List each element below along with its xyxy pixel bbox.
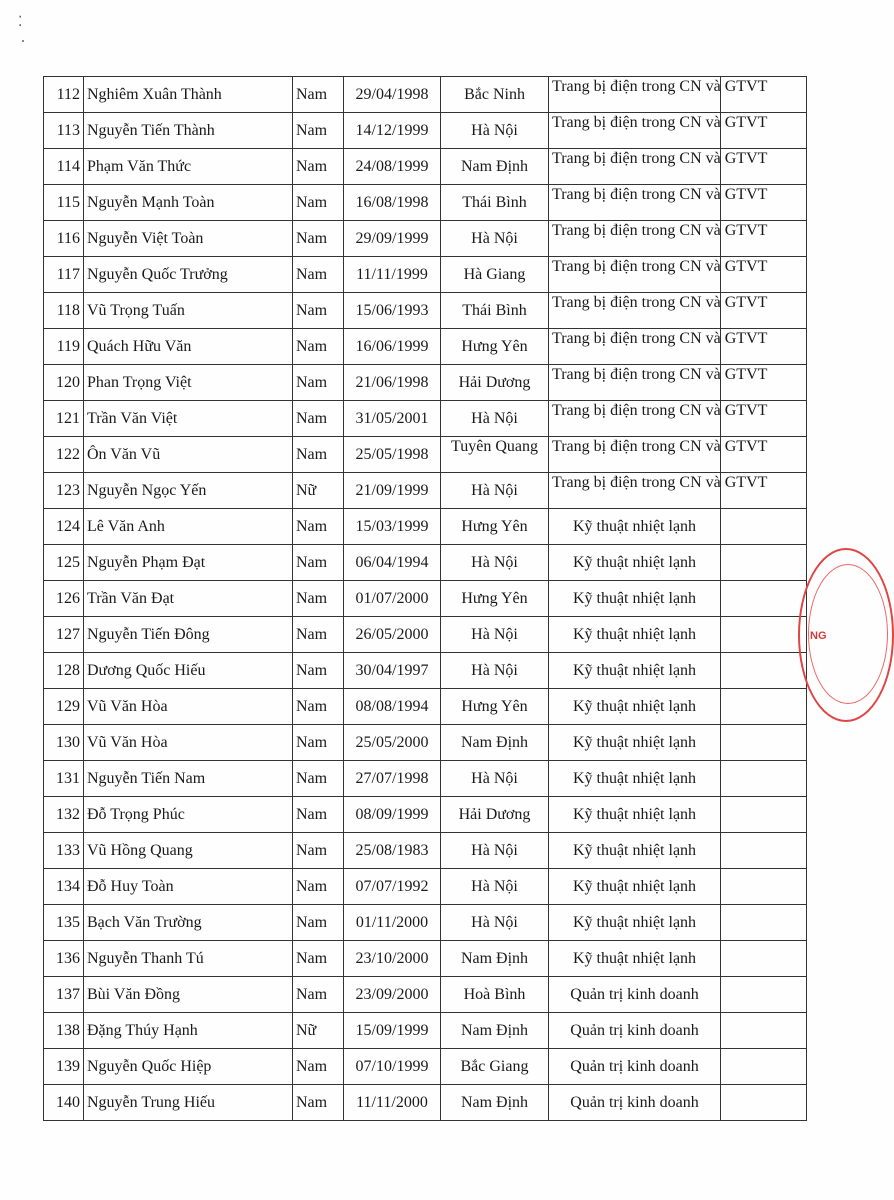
student-major-text: Trang bị điện trong CN và GTVT bbox=[552, 113, 768, 131]
student-name: Nguyễn Phạm Đạt bbox=[84, 545, 293, 581]
student-major-text: Kỹ thuật nhiệt lạnh bbox=[572, 662, 697, 679]
student-hometown-text: Hà Nội bbox=[471, 482, 518, 499]
student-major-text: Trang bị điện trong CN và GTVT bbox=[552, 329, 768, 347]
student-hometown bbox=[441, 437, 549, 473]
student-hometown-text: Thái Bình bbox=[462, 302, 527, 319]
student-gender: Nam bbox=[293, 401, 344, 437]
student-gender: Nam bbox=[293, 437, 344, 473]
student-note bbox=[721, 689, 807, 725]
row-number: 114 bbox=[44, 149, 84, 185]
student-hometown bbox=[441, 113, 549, 149]
student-hometown-text: Nam Định bbox=[460, 950, 529, 967]
student-roster-table bbox=[43, 76, 807, 1121]
student-hometown-text: Tuyên Quang bbox=[451, 437, 538, 455]
student-hometown bbox=[441, 149, 549, 185]
student-birthdate: 07/10/1999 bbox=[344, 1049, 441, 1085]
student-hometown-text: Hà Nội bbox=[471, 122, 518, 139]
student-hometown bbox=[441, 761, 549, 797]
table-row bbox=[44, 941, 807, 977]
row-number: 130 bbox=[44, 725, 84, 761]
student-gender: Nam bbox=[293, 185, 344, 221]
student-name: Nghiêm Xuân Thành bbox=[84, 77, 293, 113]
row-number: 118 bbox=[44, 293, 84, 329]
student-hometown-text: Thái Bình bbox=[462, 194, 527, 211]
student-name: Nguyễn Ngọc Yến bbox=[84, 473, 293, 509]
student-major-text: Kỹ thuật nhiệt lạnh bbox=[572, 626, 697, 643]
student-hometown-text: Hà Nội bbox=[471, 842, 518, 859]
student-major bbox=[549, 293, 768, 329]
student-note bbox=[721, 581, 807, 617]
student-major bbox=[549, 941, 721, 977]
student-major bbox=[549, 473, 768, 509]
student-hometown bbox=[441, 725, 549, 761]
student-gender: Nam bbox=[293, 365, 344, 401]
row-number: 127 bbox=[44, 617, 84, 653]
table-row bbox=[44, 185, 807, 221]
student-major-text: Trang bị điện trong CN và GTVT bbox=[552, 437, 768, 455]
student-gender: Nam bbox=[293, 545, 344, 581]
student-major-text: Trang bị điện trong CN và GTVT bbox=[552, 257, 768, 275]
table-row bbox=[44, 545, 807, 581]
student-name: Đỗ Huy Toàn bbox=[84, 869, 293, 905]
student-name: Vũ Trọng Tuấn bbox=[84, 293, 293, 329]
table-row bbox=[44, 293, 807, 329]
table-row bbox=[44, 617, 807, 653]
table-row bbox=[44, 1013, 807, 1049]
student-name: Phan Trọng Việt bbox=[84, 365, 293, 401]
student-hometown bbox=[441, 833, 549, 869]
student-hometown-text: Hà Nội bbox=[471, 770, 518, 787]
table-row bbox=[44, 149, 807, 185]
student-gender: Nam bbox=[293, 509, 344, 545]
student-major-text: Kỹ thuật nhiệt lạnh bbox=[572, 842, 697, 859]
student-major bbox=[549, 833, 721, 869]
student-major bbox=[549, 977, 721, 1013]
student-birthdate: 16/08/1998 bbox=[344, 185, 441, 221]
student-note bbox=[721, 1049, 807, 1085]
student-hometown-text: Nam Định bbox=[460, 158, 529, 175]
student-major bbox=[549, 149, 768, 185]
table-row bbox=[44, 1049, 807, 1085]
student-gender: Nam bbox=[293, 77, 344, 113]
student-major-text: Kỹ thuật nhiệt lạnh bbox=[572, 806, 697, 823]
student-name: Nguyễn Tiến Nam bbox=[84, 761, 293, 797]
student-hometown bbox=[441, 1049, 549, 1085]
student-birthdate: 07/07/1992 bbox=[344, 869, 441, 905]
student-hometown bbox=[441, 653, 549, 689]
roster-body bbox=[44, 77, 807, 1121]
seal-text: NG bbox=[810, 630, 827, 642]
student-gender: Nam bbox=[293, 113, 344, 149]
student-gender: Nam bbox=[293, 725, 344, 761]
table-row bbox=[44, 689, 807, 725]
student-major bbox=[549, 77, 768, 113]
student-major-text: Trang bị điện trong CN và GTVT bbox=[552, 221, 768, 239]
student-name: Bạch Văn Trường bbox=[84, 905, 293, 941]
student-gender: Nam bbox=[293, 905, 344, 941]
student-gender: Nam bbox=[293, 149, 344, 185]
student-birthdate: 01/11/2000 bbox=[344, 905, 441, 941]
student-name: Nguyễn Việt Toàn bbox=[84, 221, 293, 257]
student-birthdate: 25/05/1998 bbox=[344, 437, 441, 473]
student-hometown bbox=[441, 977, 549, 1013]
student-hometown-text: Bắc Giang bbox=[460, 1058, 529, 1075]
student-birthdate: 25/08/1983 bbox=[344, 833, 441, 869]
student-major bbox=[549, 1049, 721, 1085]
student-note bbox=[721, 833, 807, 869]
student-major-text: Kỹ thuật nhiệt lạnh bbox=[572, 950, 697, 967]
student-birthdate: 15/09/1999 bbox=[344, 1013, 441, 1049]
student-hometown bbox=[441, 185, 549, 221]
student-hometown-text: Nam Định bbox=[460, 734, 529, 751]
table-row bbox=[44, 905, 807, 941]
student-major bbox=[549, 581, 721, 617]
student-major-text: Kỹ thuật nhiệt lạnh bbox=[572, 518, 697, 535]
student-birthdate: 26/05/2000 bbox=[344, 617, 441, 653]
student-hometown bbox=[441, 329, 549, 365]
student-gender: Nam bbox=[293, 797, 344, 833]
student-hometown-text: Hải Dương bbox=[458, 374, 531, 391]
student-major-text: Kỹ thuật nhiệt lạnh bbox=[572, 590, 697, 607]
student-birthdate: 23/09/2000 bbox=[344, 977, 441, 1013]
student-birthdate: 11/11/2000 bbox=[344, 1085, 441, 1121]
student-name: Nguyễn Thanh Tú bbox=[84, 941, 293, 977]
student-name: Ôn Văn Vũ bbox=[84, 437, 293, 473]
student-gender: Nam bbox=[293, 221, 344, 257]
row-number: 123 bbox=[44, 473, 84, 509]
student-major bbox=[549, 1085, 721, 1121]
table-row bbox=[44, 77, 807, 113]
table-row bbox=[44, 329, 807, 365]
student-name: Đặng Thúy Hạnh bbox=[84, 1013, 293, 1049]
student-major bbox=[549, 113, 768, 149]
student-name: Vũ Văn Hòa bbox=[84, 689, 293, 725]
student-name: Trần Văn Việt bbox=[84, 401, 293, 437]
student-major bbox=[549, 437, 768, 473]
student-gender: Nam bbox=[293, 869, 344, 905]
student-hometown-text: Hà Giang bbox=[463, 266, 526, 283]
student-major bbox=[549, 725, 721, 761]
table-row bbox=[44, 797, 807, 833]
student-hometown bbox=[441, 77, 549, 113]
row-number: 120 bbox=[44, 365, 84, 401]
student-major-text: Kỹ thuật nhiệt lạnh bbox=[572, 914, 697, 931]
row-number: 126 bbox=[44, 581, 84, 617]
student-hometown bbox=[441, 1085, 549, 1121]
student-name: Nguyễn Quốc Hiệp bbox=[84, 1049, 293, 1085]
student-hometown-text: Hà Nội bbox=[471, 230, 518, 247]
student-major-text: Quản trị kinh doanh bbox=[570, 986, 699, 1003]
row-number: 136 bbox=[44, 941, 84, 977]
student-major-text: Quản trị kinh doanh bbox=[570, 1022, 699, 1039]
table-row bbox=[44, 113, 807, 149]
student-gender: Nam bbox=[293, 581, 344, 617]
row-number: 117 bbox=[44, 257, 84, 293]
student-gender: Nam bbox=[293, 617, 344, 653]
student-gender: Nam bbox=[293, 329, 344, 365]
student-note bbox=[721, 761, 807, 797]
student-major-text: Trang bị điện trong CN và GTVT bbox=[552, 149, 768, 167]
student-birthdate: 21/06/1998 bbox=[344, 365, 441, 401]
student-birthdate: 23/10/2000 bbox=[344, 941, 441, 977]
student-hometown-text: Hưng Yên bbox=[461, 698, 528, 715]
student-major bbox=[549, 761, 721, 797]
student-birthdate: 30/04/1997 bbox=[344, 653, 441, 689]
student-note bbox=[721, 869, 807, 905]
red-seal-stamp bbox=[798, 548, 894, 722]
table-row bbox=[44, 509, 807, 545]
table-row bbox=[44, 221, 807, 257]
table-row bbox=[44, 257, 807, 293]
student-hometown-text: Hải Dương bbox=[458, 806, 531, 823]
student-note bbox=[721, 797, 807, 833]
row-number: 128 bbox=[44, 653, 84, 689]
student-major-text: Quản trị kinh doanh bbox=[570, 1058, 699, 1075]
student-note bbox=[721, 1013, 807, 1049]
student-hometown bbox=[441, 221, 549, 257]
student-birthdate: 06/04/1994 bbox=[344, 545, 441, 581]
row-number: 125 bbox=[44, 545, 84, 581]
student-name: Phạm Văn Thức bbox=[84, 149, 293, 185]
row-number: 134 bbox=[44, 869, 84, 905]
row-number: 124 bbox=[44, 509, 84, 545]
student-note bbox=[721, 653, 807, 689]
student-name: Nguyễn Quốc Trưởng bbox=[84, 257, 293, 293]
student-major bbox=[549, 869, 721, 905]
table-row bbox=[44, 653, 807, 689]
student-name: Bùi Văn Đồng bbox=[84, 977, 293, 1013]
student-major bbox=[549, 401, 768, 437]
student-birthdate: 21/09/1999 bbox=[344, 473, 441, 509]
student-major-text: Kỹ thuật nhiệt lạnh bbox=[572, 698, 697, 715]
student-gender: Nữ bbox=[293, 473, 344, 509]
student-hometown bbox=[441, 257, 549, 293]
row-number: 139 bbox=[44, 1049, 84, 1085]
student-gender: Nam bbox=[293, 1049, 344, 1085]
student-birthdate: 27/07/1998 bbox=[344, 761, 441, 797]
student-name: Vũ Hồng Quang bbox=[84, 833, 293, 869]
row-number: 133 bbox=[44, 833, 84, 869]
row-number: 135 bbox=[44, 905, 84, 941]
student-birthdate: 14/12/1999 bbox=[344, 113, 441, 149]
row-number: 137 bbox=[44, 977, 84, 1013]
student-name: Nguyễn Tiến Đông bbox=[84, 617, 293, 653]
student-major-text: Trang bị điện trong CN và GTVT bbox=[552, 185, 768, 203]
student-name: Trần Văn Đạt bbox=[84, 581, 293, 617]
student-hometown bbox=[441, 473, 549, 509]
student-hometown bbox=[441, 869, 549, 905]
student-hometown bbox=[441, 797, 549, 833]
student-major bbox=[549, 689, 721, 725]
student-hometown bbox=[441, 509, 549, 545]
student-major bbox=[549, 653, 721, 689]
student-note bbox=[721, 545, 807, 581]
row-number: 112 bbox=[44, 77, 84, 113]
student-major-text: Trang bị điện trong CN và GTVT bbox=[552, 473, 768, 491]
student-gender: Nam bbox=[293, 941, 344, 977]
student-major bbox=[549, 329, 768, 365]
row-number: 122 bbox=[44, 437, 84, 473]
student-gender: Nam bbox=[293, 1085, 344, 1121]
student-birthdate: 15/06/1993 bbox=[344, 293, 441, 329]
student-birthdate: 16/06/1999 bbox=[344, 329, 441, 365]
student-name: Vũ Văn Hòa bbox=[84, 725, 293, 761]
student-hometown-text: Nam Định bbox=[460, 1022, 529, 1039]
row-number: 121 bbox=[44, 401, 84, 437]
row-number: 132 bbox=[44, 797, 84, 833]
student-hometown-text: Hoà Bình bbox=[463, 986, 526, 1003]
student-name: Nguyễn Mạnh Toàn bbox=[84, 185, 293, 221]
student-major-text: Trang bị điện trong CN và GTVT bbox=[552, 365, 768, 383]
student-note bbox=[721, 617, 807, 653]
row-number: 113 bbox=[44, 113, 84, 149]
table-row bbox=[44, 581, 807, 617]
student-note bbox=[721, 509, 807, 545]
student-major bbox=[549, 797, 721, 833]
student-birthdate: 24/08/1999 bbox=[344, 149, 441, 185]
student-hometown bbox=[441, 617, 549, 653]
student-note bbox=[721, 1085, 807, 1121]
student-major bbox=[549, 185, 768, 221]
student-birthdate: 15/03/1999 bbox=[344, 509, 441, 545]
student-major bbox=[549, 509, 721, 545]
table-row bbox=[44, 1085, 807, 1121]
student-hometown-text: Nam Định bbox=[460, 1094, 529, 1111]
student-hometown bbox=[441, 689, 549, 725]
student-hometown-text: Hà Nội bbox=[471, 410, 518, 427]
student-hometown-text: Bắc Ninh bbox=[464, 86, 525, 103]
student-hometown-text: Hà Nội bbox=[471, 626, 518, 643]
student-major bbox=[549, 617, 721, 653]
student-hometown-text: Hà Nội bbox=[471, 914, 518, 931]
student-major bbox=[549, 257, 768, 293]
student-birthdate: 11/11/1999 bbox=[344, 257, 441, 293]
student-gender: Nam bbox=[293, 293, 344, 329]
student-hometown bbox=[441, 905, 549, 941]
student-major-text: Trang bị điện trong CN và GTVT bbox=[552, 401, 768, 419]
student-hometown bbox=[441, 581, 549, 617]
student-hometown bbox=[441, 401, 549, 437]
table-row bbox=[44, 869, 807, 905]
student-hometown-text: Hưng Yên bbox=[461, 338, 528, 355]
student-hometown bbox=[441, 293, 549, 329]
row-number: 129 bbox=[44, 689, 84, 725]
table-row bbox=[44, 725, 807, 761]
student-birthdate: 29/09/1999 bbox=[344, 221, 441, 257]
student-name: Quách Hữu Văn bbox=[84, 329, 293, 365]
table-row bbox=[44, 365, 807, 401]
row-number: 140 bbox=[44, 1085, 84, 1121]
student-gender: Nam bbox=[293, 761, 344, 797]
student-hometown-text: Hưng Yên bbox=[461, 518, 528, 535]
student-major-text: Kỹ thuật nhiệt lạnh bbox=[572, 734, 697, 751]
student-hometown-text: Hà Nội bbox=[471, 554, 518, 571]
student-major-text: Quản trị kinh doanh bbox=[570, 1094, 699, 1111]
student-major-text: Trang bị điện trong CN và GTVT bbox=[552, 77, 768, 95]
student-hometown-text: Hà Nội bbox=[471, 878, 518, 895]
table-row bbox=[44, 401, 807, 437]
student-hometown bbox=[441, 941, 549, 977]
student-name: Nguyễn Trung Hiếu bbox=[84, 1085, 293, 1121]
student-hometown bbox=[441, 545, 549, 581]
scan-dot bbox=[22, 40, 24, 42]
table-row bbox=[44, 977, 807, 1013]
student-gender: Nữ bbox=[293, 1013, 344, 1049]
student-major-text: Trang bị điện trong CN và GTVT bbox=[552, 293, 768, 311]
student-major bbox=[549, 545, 721, 581]
student-gender: Nam bbox=[293, 689, 344, 725]
row-number: 116 bbox=[44, 221, 84, 257]
student-note bbox=[721, 977, 807, 1013]
student-birthdate: 31/05/2001 bbox=[344, 401, 441, 437]
student-birthdate: 25/05/2000 bbox=[344, 725, 441, 761]
student-name: Lê Văn Anh bbox=[84, 509, 293, 545]
student-hometown-text: Hà Nội bbox=[471, 662, 518, 679]
student-gender: Nam bbox=[293, 977, 344, 1013]
student-major bbox=[549, 221, 768, 257]
student-major-text: Kỹ thuật nhiệt lạnh bbox=[572, 554, 697, 571]
student-hometown bbox=[441, 365, 549, 401]
student-name: Đỗ Trọng Phúc bbox=[84, 797, 293, 833]
student-major bbox=[549, 1013, 721, 1049]
row-number: 131 bbox=[44, 761, 84, 797]
student-name: Nguyễn Tiến Thành bbox=[84, 113, 293, 149]
row-number: 138 bbox=[44, 1013, 84, 1049]
student-gender: Nam bbox=[293, 653, 344, 689]
student-major bbox=[549, 905, 721, 941]
student-name: Dương Quốc Hiếu bbox=[84, 653, 293, 689]
table-row bbox=[44, 761, 807, 797]
row-number: 115 bbox=[44, 185, 84, 221]
student-birthdate: 29/04/1998 bbox=[344, 77, 441, 113]
student-hometown-text: Hưng Yên bbox=[461, 590, 528, 607]
row-number: 119 bbox=[44, 329, 84, 365]
student-birthdate: 08/09/1999 bbox=[344, 797, 441, 833]
student-note bbox=[721, 941, 807, 977]
student-hometown bbox=[441, 1013, 549, 1049]
student-birthdate: 08/08/1994 bbox=[344, 689, 441, 725]
student-major bbox=[549, 365, 768, 401]
student-birthdate: 01/07/2000 bbox=[344, 581, 441, 617]
table-row bbox=[44, 437, 807, 473]
student-gender: Nam bbox=[293, 257, 344, 293]
scan-mark: ⁚ bbox=[18, 15, 25, 30]
table-row bbox=[44, 833, 807, 869]
table-row bbox=[44, 473, 807, 509]
student-note bbox=[721, 725, 807, 761]
student-note bbox=[721, 905, 807, 941]
student-major-text: Kỹ thuật nhiệt lạnh bbox=[572, 878, 697, 895]
student-gender: Nam bbox=[293, 833, 344, 869]
student-major-text: Kỹ thuật nhiệt lạnh bbox=[572, 770, 697, 787]
